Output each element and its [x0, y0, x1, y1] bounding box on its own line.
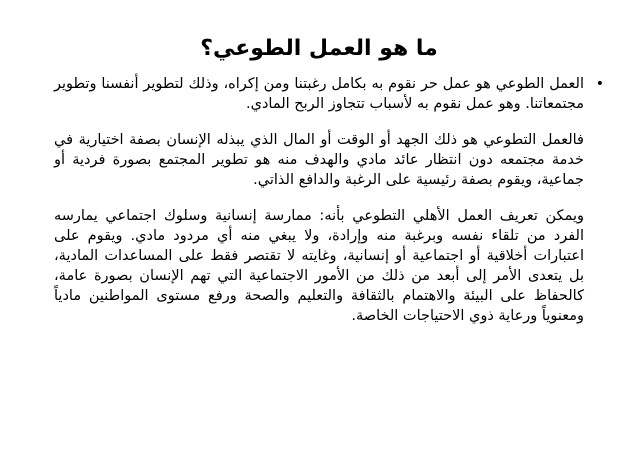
slide-content: [54, 74, 604, 342]
paragraph-effort: [54, 130, 584, 190]
paragraph-civil-work: [54, 206, 584, 326]
paragraph-definition: [54, 74, 604, 114]
bullet-icon: •: [595, 76, 604, 92]
paragraph-effort-text: فالعمل التطوعي هو ذلك الجهد أو الوقت أو المال الذي يبذله الإنسان بصفة اختيارية في خدمة مجتمعه دون انتظار عائد مادي والهدف منه هو تطوير المجتمع بصورة فردية أو جماعية، ويقوم بصفة رئيسية على الرغبة والدافع الذاتي.: [54, 132, 584, 188]
slide-title: ما هو العمل الطوعي؟: [200, 36, 438, 61]
paragraph-civil-work-text: ويمكن تعريف العمل الأهلي التطوعي بأنه: ممارسة إنسانية وسلوك اجتماعي يمارسه الفرد من تلقاء نفسه وبرغبة منه وإرادة، ولا يبغي منه أي مردود مادي. ويقوم على اعتبارات أخلاقية أو اجتماعية أو إنسانية، وغايته لا تقتصر فقط على المساعدات المادية، بل يتعدى الأمر إلى أبعد من ذلك من الأمور الاجتماعية التي تهم الإنسان بصورة عامة، كالحفاظ على البيئة والاهتمام بالثقافة والتعليم والصحة ورفع مستوى المواطنين مادياً ومعنوياً ورعاية ذوي الاحتياجات الخاصة.: [54, 208, 584, 324]
paragraph-definition-text: العمل الطوعي هو عمل حر نقوم به بكامل رغبتنا ومن إكراه، وذلك لتطوير أنفسنا وتطوير مجتمعاتنا. وهو عمل نقوم به لأسباب تتجاوز الربح المادي.: [54, 76, 584, 112]
